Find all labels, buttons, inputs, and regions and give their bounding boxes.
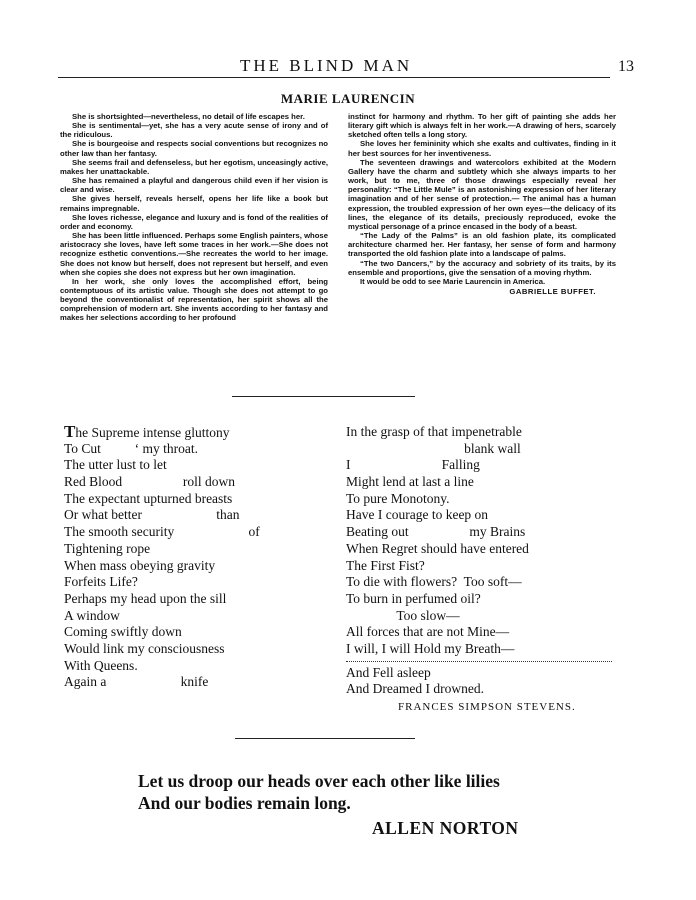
poem-left-column bbox=[64, 424, 304, 691]
poem-line: Or what better than bbox=[64, 507, 240, 523]
poem-line: Perhaps my head upon the sill bbox=[64, 590, 227, 606]
poem-line: Red Blood roll down bbox=[64, 474, 235, 490]
poem-dropcap: T bbox=[64, 422, 76, 441]
article-columns bbox=[60, 112, 616, 377]
article-paragraph: She loves her femininity which she exalts and cultivates, finding in it her best sources for her inventiveness. bbox=[348, 139, 616, 158]
poem-line: Again a knife bbox=[64, 674, 209, 690]
poem-line: To Cut ‘ my throat. bbox=[64, 440, 199, 456]
poem-line: Beating out my Brains bbox=[346, 524, 526, 540]
poem-line: In the grasp of that impenetrable bbox=[346, 424, 522, 439]
poem-line: A window bbox=[64, 607, 120, 623]
poem-line: I Falling bbox=[346, 457, 480, 473]
article-paragraph: instinct for harmony and rhythm. To her gift of painting she adds her literary gift which is always felt in her work.—A drawing of hers, scarcely sketched often tells a long story. bbox=[348, 112, 616, 140]
poem-line: The utter lust to let bbox=[64, 457, 167, 473]
poem-line: Too slow— bbox=[346, 607, 460, 623]
article-paragraph: She has been little influenced. Perhaps some English painters, whose aristocracy she loves, have left some traces in her work.—She does not recognize esthetic conventions.—She recreates the world to her image. She does not know but herself, does not represent but herself, and even when she copies she does not express but her own imagination. bbox=[60, 231, 328, 277]
poem-line: Might lend at last a line bbox=[346, 474, 474, 490]
article-left-column bbox=[60, 112, 328, 377]
poem-line: When Regret should have entered bbox=[346, 540, 529, 556]
poem-line: And Dreamed I drowned. bbox=[346, 681, 484, 697]
poem-author: FRANCES SIMPSON STEVENS. bbox=[398, 701, 576, 713]
poem-line: Forfeits Life? bbox=[64, 574, 138, 590]
article-paragraph: She loves richesse, elegance and luxury and is fond of the realities of order and economy. bbox=[60, 212, 328, 231]
article-paragraph: “The two Dancers,” by the accuracy and sobriety of its traits, by its ensemble and proportions, give the sensation of a moving rhythm. bbox=[348, 258, 616, 277]
article-signature: GABRIELLE BUFFET. bbox=[509, 286, 596, 296]
article-paragraph: She is shortsighted—nevertheless, no detail of life escapes her. bbox=[72, 112, 305, 121]
poem-line: I will, I will Hold my Breath— bbox=[346, 640, 515, 656]
article-paragraph: It would be odd to see Marie Laurencin in America. bbox=[360, 276, 546, 286]
article-paragraph: She has remained a playful and dangerous child even if her vision is clear and wise. bbox=[60, 176, 328, 195]
poem-line: With Queens. bbox=[64, 657, 138, 673]
article-paragraph: She gives herself, reveals herself, opens her life like a book but remains impregnable. bbox=[60, 194, 328, 213]
running-title: THE BLIND MAN bbox=[240, 56, 413, 75]
section-divider-2 bbox=[235, 738, 415, 739]
closing-line-2: And our bodies remain long. bbox=[138, 793, 351, 813]
article-paragraph: She seems frail and defenseless, but her egotism, unceasingly active, makes her unattackable. bbox=[60, 157, 328, 176]
poem-right-column bbox=[346, 424, 618, 716]
article-right-column bbox=[348, 112, 616, 377]
article-paragraph: “The Lady of the Palms” is an old fashion plate, its complicated architecture charmed her. Her fantasy, her sense of form and harmony transported the old fashion plate into a landscape of palms. bbox=[348, 231, 616, 259]
article-paragraph: She is sentimental—yet, she has a very acute sense of irony and of the ridiculous. bbox=[60, 121, 328, 140]
header-rule bbox=[58, 77, 610, 78]
closing-verse bbox=[138, 770, 598, 814]
article-title: MARIE LAURENCIN bbox=[280, 91, 416, 106]
poem-line: Would link my consciousness bbox=[64, 640, 225, 656]
poem-line: To burn in perfumed oil? bbox=[346, 590, 481, 606]
article-paragraph: The seventeen drawings and watercolors exhibited at the Modern Gallery have the charm and subtlety which she always imparts to her work, but to me, three of those drawings especially reveal her personality: “The Little Mule” is an astonishing expression of her literary imagination and of her sense of protection.— The animal has a human expression, the troubled expression of her own eyes—the delicacy of its lines, the elegance of its details, preciously reproduced, evoke the mystical personage of a prince encased in the body of a beast. bbox=[348, 157, 616, 231]
poem-line: The smooth security of bbox=[64, 524, 260, 540]
article-paragraph: She is bourgeoise and respects social conventions but recognizes no other law than her fantasy. bbox=[60, 139, 328, 158]
poem-line: To die with flowers? Too soft— bbox=[346, 574, 522, 590]
poem-line: The expectant upturned breasts bbox=[64, 490, 233, 506]
poem-line: To pure Monotony. bbox=[346, 490, 450, 506]
poem-line: All forces that are not Mine— bbox=[346, 624, 510, 640]
poem-line: Coming swiftly down bbox=[64, 624, 182, 640]
poem-line: blank wall bbox=[346, 440, 521, 456]
poem-line: The First Fist? bbox=[346, 557, 425, 573]
poem-line: When mass obeying gravity bbox=[64, 557, 216, 573]
article-paragraph: In her work, she only loves the accomplished effort, being contemptuous of its artistic value. Though she does not attempt to go beyond the conventionalist of representation, her spirit shows all the comprehension of modern art. She invents according to her fantasy and makes her selections according to her profound bbox=[60, 276, 328, 323]
poem-line: Tightening rope bbox=[64, 540, 151, 556]
dotted-separator bbox=[346, 661, 612, 662]
page-number: 13 bbox=[618, 58, 634, 75]
poem-line bbox=[64, 424, 304, 441]
poem-line: Have I courage to keep on bbox=[346, 507, 489, 523]
poem-line: And Fell asleep bbox=[346, 664, 431, 680]
section-divider bbox=[232, 396, 415, 397]
closing-line-1: Let us droop our heads over each other like lilies bbox=[138, 771, 500, 791]
closing-author: ALLEN NORTON bbox=[372, 818, 519, 838]
poem-line-text: he Supreme intense gluttony bbox=[75, 425, 230, 440]
